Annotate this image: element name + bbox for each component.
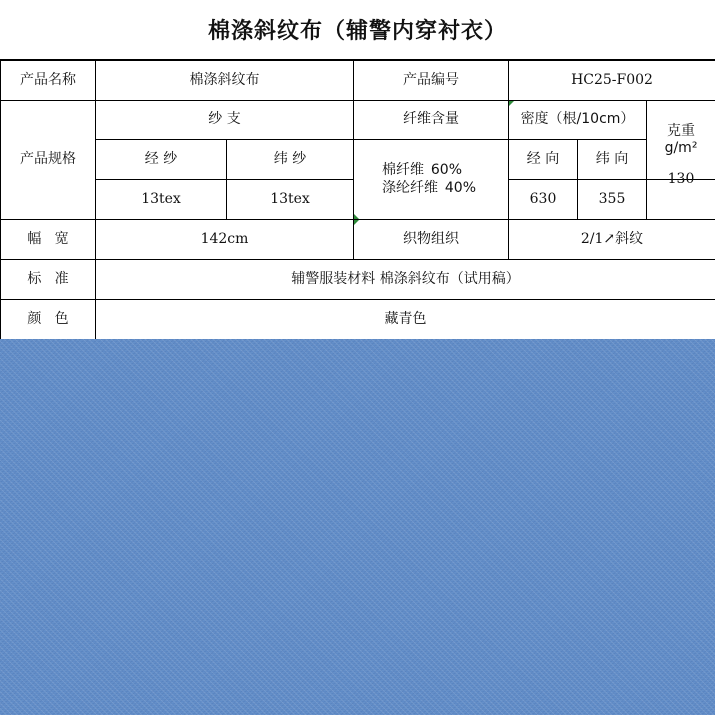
fiber-name: 棉纤维 [382,162,424,178]
weft-yarn-value: 13tex [227,180,354,220]
fiber-row-cotton [382,162,508,180]
weight-value-cell [647,170,715,220]
standard-label: 标 准 [1,260,96,300]
row-width [1,220,715,260]
color-label: 颜 色 [1,300,96,340]
weave-value: 2/1↗斜纹 [509,220,715,260]
warp-yarn-value: 13tex [96,180,227,220]
width-label: 幅 宽 [1,220,96,260]
fiber-row-polyester [382,180,508,198]
standard-value: 辅警服装材料 棉涤斜纹布（试用稿） [96,260,715,300]
row-standard [1,260,715,300]
fiber-percent: 40% [444,179,476,196]
fiber-percent: 60% [430,162,462,178]
fiber-content-header: 纤维含量 [354,101,509,140]
weave-label: 织物组织 [354,220,509,260]
warp-density-label: 经 向 [509,140,578,180]
fiber-content-value [354,140,509,220]
weft-yarn-label: 纬 纱 [227,140,354,180]
color-value: 藏青色 [96,300,715,340]
width-value: 142cm [96,220,354,260]
spec-table [0,60,715,340]
row-spec-header [1,101,715,140]
warp-yarn-label: 经 纱 [96,140,227,180]
fabric-swatch-image [0,339,715,715]
weight-value: 130 [667,170,695,187]
row-spec-subheader [1,140,715,180]
row-product-name [1,61,715,101]
weight-header-line1: 克重 [667,122,696,139]
weft-density-value: 355 [578,180,647,220]
fiber-name: 涤纶纤维 [382,179,438,196]
product-name-value: 棉涤斜纹布 [96,61,354,101]
product-code-label: 产品编号 [354,61,509,101]
weft-density-label: 纬 向 [578,140,647,180]
product-spec-label: 产品规格 [1,101,96,220]
weight-header-unit: g/m² [664,140,698,156]
yarn-count-header: 纱 支 [96,101,354,140]
product-name-label: 产品名称 [1,61,96,101]
page-title: 棉涤斜纹布（辅警内穿衬衣） [0,0,715,60]
product-code-value: HC25-F002 [509,61,715,101]
warp-density-value: 630 [509,180,578,220]
density-header: 密度（根/10cm） [509,101,647,140]
row-color [1,300,715,340]
